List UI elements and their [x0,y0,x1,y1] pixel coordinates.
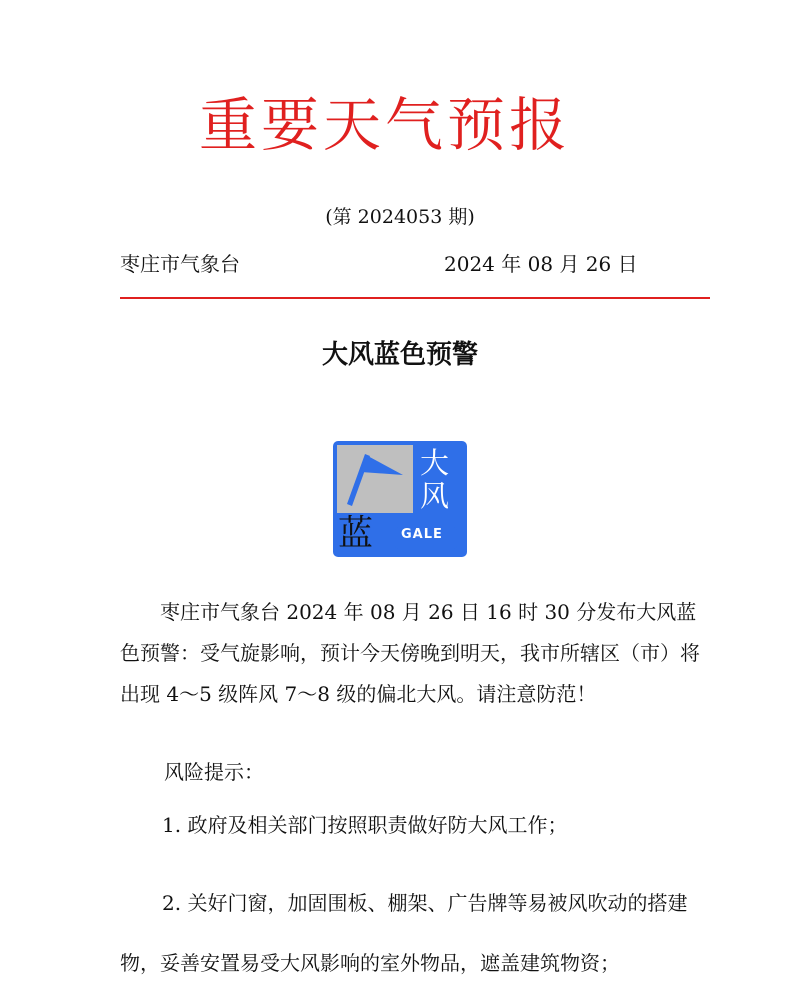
risk-tip-1: 1. 政府及相关部门按照职责做好防大风工作； [162,813,568,837]
gale-blue-warning-icon [333,441,467,557]
header-divider [120,297,710,299]
icon-char-da: 大 [420,446,450,480]
icon-char-feng: 风 [420,479,450,513]
issue-date: 2024 年 08 月 26 日 [444,252,638,276]
icon-level-char: 蓝 [338,514,374,554]
masthead-title: 重要天气预报 [198,91,571,159]
warning-body: 枣庄市气象台 2024 年 08 月 26 日 16 时 30 分发布大风蓝色预警：受气旋影响，预计今天傍晚到明天，我市所辖区（市）将出现 4～5 级阵风 7～8 级的偏北大风。请注意防范！ [120,600,700,706]
risk-tip-2: 2. 关好门窗，加固围板、棚架、广告牌等易被风吹动的搭建物，妥善安置易受大风影响的室外物品，遮盖建筑物资； [120,891,688,975]
warning-title: 大风蓝色预警 [321,340,478,370]
issuer-name: 枣庄市气象台 [120,252,240,276]
icon-english-label: GALE [401,527,443,542]
risk-heading: 风险提示： [164,760,264,784]
issue-number: (第 2024053 期) [325,206,475,228]
